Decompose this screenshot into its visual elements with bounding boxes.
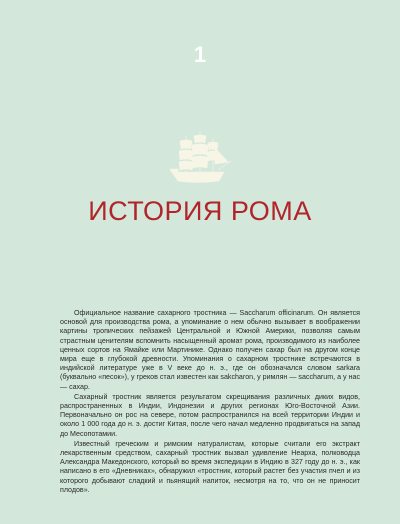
body-text xyxy=(60,309,360,495)
page-title: ИСТОРИЯ РОМА xyxy=(88,196,312,226)
paragraph-1: Официальное название сахарного тростника — Saccharum officinarum. Он является основой для производства рома, а упоминание о нем обычно вызывает в воображении картины тропических пейзажей Центральной и Южной Америки, позволяя самым страстным ценителям вспомнить насыщенный аромат рома, производимого из наиболее ценных сортов на Ямайке или Мартинике. Однако получен сахар был на другом конце мира еще в глубокой древности. Упоминания о сахарном тростнике встречаются в индийской литературе уже в V веке до н. э., где он обозначался словом sarkara (буквально «песок»), у греков стал известен как sakcharon, у римлян — saccharum, а у нас — сахар. xyxy=(60,309,360,391)
paragraph-2: Сахарный тростник является результатом скрещивания различных диких видов, распространенных в Индии, Индонезии и других регионах Юго-Восточной Азии. Первоначально он рос на севере, потом распространился на всей территории Индии и около 1 000 года до н. э. достиг Китая, после чего начал медленно продвигаться на запад до Месопотамии. xyxy=(60,392,360,438)
sailing-ship-icon xyxy=(166,128,232,188)
paragraph-3: Известный греческим и римским натуралистам, которые считали его экстракт лекарственным средством, сахарный тростник вызвал удивление Неарха, полководца Александра Македонского, который во время экспедиции в Индию в 327 году до н. э., как написано в его «Дневниках», обнаружил «тростник, который растет без участия пчел и из которого добывают сладкий и пьянящий напиток, несмотря на то, что он не приносит плодов». xyxy=(60,439,360,494)
chapter-number: 1 xyxy=(193,42,207,67)
